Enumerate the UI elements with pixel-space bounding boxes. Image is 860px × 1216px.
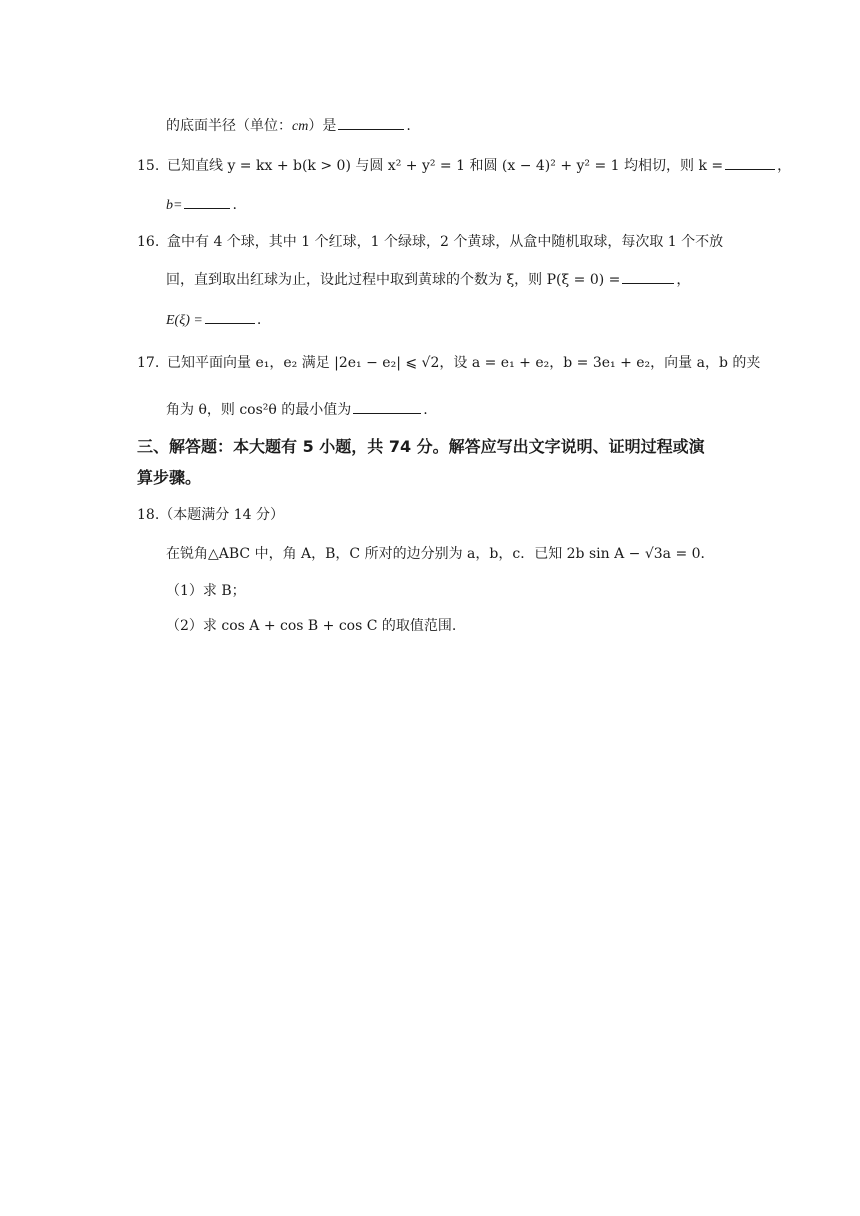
q17-line2 <box>166 399 428 420</box>
q15-number: 15. <box>137 158 160 174</box>
q16-text1: 盒中有 4 个球，其中 1 个红球，1 个绿球，2 个黄球，从盒中随机取球，每次取 1 个不放 <box>167 234 724 250</box>
q17-blank[interactable] <box>353 399 421 414</box>
section3-heading-line1: 三、解答题：本大题有 5 小题，共 74 分。解答应写出文字说明、证明过程或演 <box>137 437 705 456</box>
section3-heading-line2: 算步骤。 <box>137 468 202 487</box>
q14-unit: cm <box>292 119 309 134</box>
q15-b-blank[interactable] <box>184 194 230 209</box>
q16-line2-end: ， <box>676 272 691 288</box>
q16-number: 16. <box>137 234 160 250</box>
q18-stem: 在锐角△ABC 中，角 A，B，C 所对的边分别为 a，b，c．已知 2b sin A − √3a = 0． <box>166 546 715 562</box>
q16-e-label: E(ξ) = <box>166 313 203 328</box>
q14-tail-line <box>166 115 411 137</box>
q17-text1: 已知平面向量 e₁，e₂ 满足 |2e₁ − e₂| ⩽ √2，设 a = e₁ + e₂，b = 3e₁ + e₂，向量 a，b 的夹 <box>167 355 761 371</box>
q16-text2: 回，直到取出红球为止，设此过程中取到黄球的个数为 ξ，则 P(ξ = 0) = <box>166 272 621 288</box>
q17-line2-end: . <box>423 402 428 418</box>
q15-line2 <box>166 194 237 216</box>
q14-tail-text: 的底面半径（单位： <box>166 118 292 134</box>
q17-number: 17. <box>137 355 160 371</box>
q18-header-line <box>137 505 284 525</box>
q16-line1 <box>137 232 723 252</box>
q14-answer-blank[interactable] <box>338 115 404 130</box>
q15-line1-end: ， <box>777 158 792 174</box>
q14-tail-text2: ）是 <box>308 118 337 134</box>
q15-text: 已知直线 y = kx + b(k > 0) 与圆 x² + y² = 1 和圆 (x − 4)² + y² = 1 均相切，则 k = <box>167 158 724 174</box>
q14-tail-end: . <box>406 118 411 134</box>
q18-number: 18. <box>137 507 160 523</box>
q15-line2-end: . <box>232 197 237 213</box>
q18-header: （本题满分 14 分） <box>159 507 284 523</box>
q15-line1 <box>137 155 791 176</box>
q16-line3 <box>166 309 261 331</box>
q16-line3-end: . <box>256 312 262 328</box>
q15-k-blank[interactable] <box>725 155 775 170</box>
q16-e-blank[interactable] <box>205 309 255 324</box>
q18-part1: （1）求 B； <box>166 583 246 599</box>
q17-text2: 角为 θ，则 cos²θ 的最小值为 <box>166 402 352 418</box>
q17-line1 <box>137 353 760 373</box>
q15-b-label: b= <box>166 198 183 213</box>
q16-p-blank[interactable] <box>622 269 674 284</box>
q18-part2: （2）求 cos A + cos B + cos C 的取值范围. <box>166 618 457 634</box>
q16-line2 <box>166 269 690 290</box>
